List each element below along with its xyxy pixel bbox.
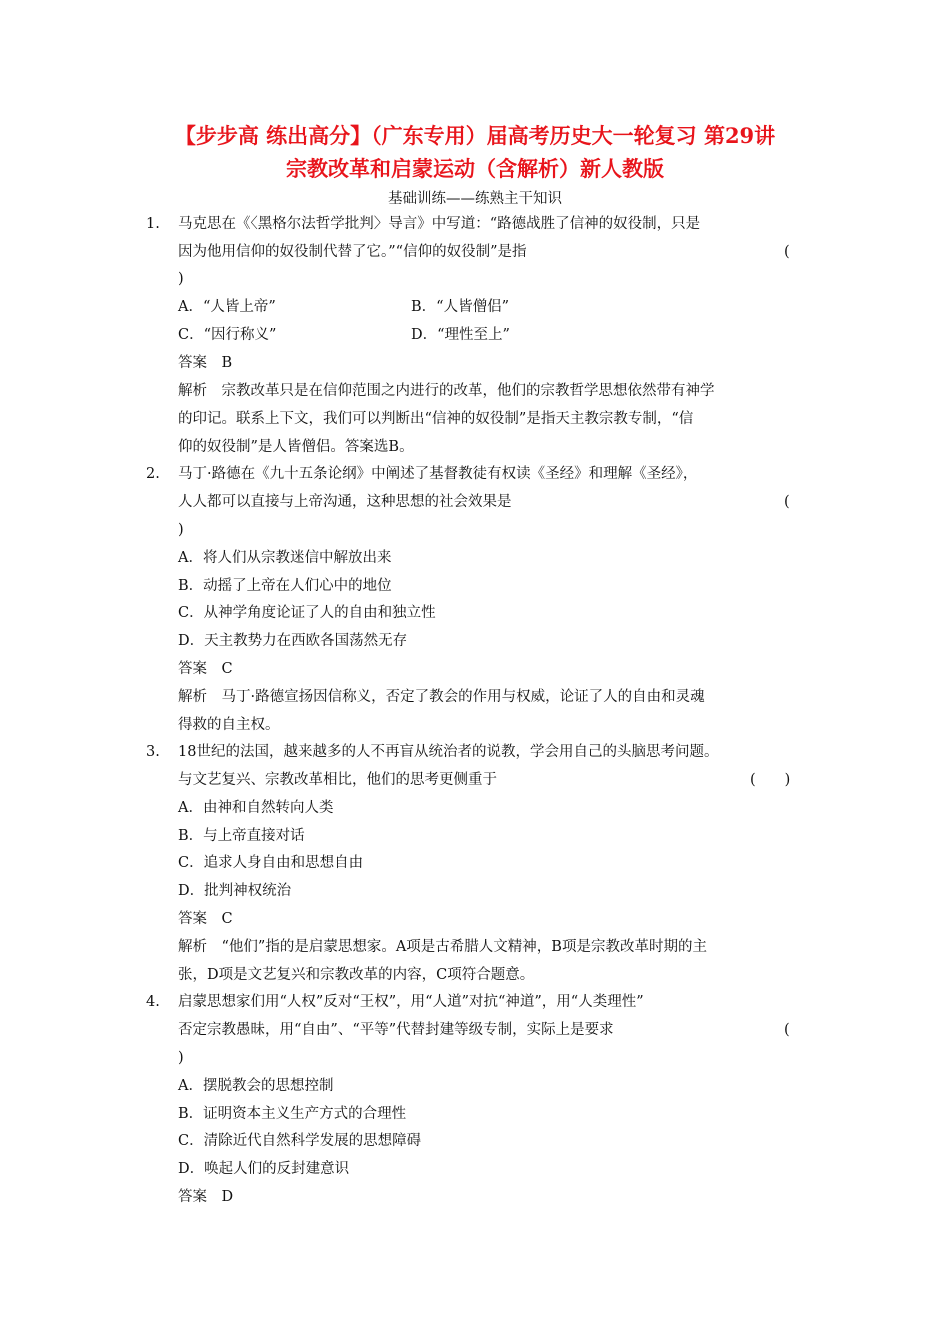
option-b: B．与上帝直接对话 [178,828,305,844]
document-title-line-1: 【步步高 练出高分】（广东专用）届高考历史大一轮复习 第29讲 [174,123,776,148]
question-text-line: 18世纪的法国，越来越多的人不再盲从统治者的说教，学会用自己的头脑思考问题。 [178,744,719,760]
option-a: A．“人皆上帝” [178,299,276,315]
explanation-line: 的印记。联系上下文，我们可以判断出“信神的奴役制”是指天主教宗教专制，“信 [178,411,694,427]
answer-bracket-open: ( [784,494,790,510]
question-number: 4. [146,994,160,1010]
option-d: D．唤起人们的反封建意识 [178,1161,350,1177]
question-text-line: 启蒙思想家们用“人权”反对“王权”，用“人道”对抗“神道”，用“人类理性” [178,994,644,1010]
answer-bracket-open: ( [784,1022,790,1038]
option-b: B．动摇了上帝在人们心中的地位 [178,578,392,594]
option-c: C．从神学角度论证了人的自由和独立性 [178,605,436,621]
question-number: 3. [146,744,160,760]
question-text-line: 因为他用信仰的奴役制代替了它。”“信仰的奴役制”是指 [178,244,527,260]
option-a: A．将人们从宗教迷信中解放出来 [178,550,392,566]
section-subtitle: 基础训练——练熟主干知识 [388,191,562,207]
question-text-line: 马克思在《〈黑格尔法哲学批判〉导言》中写道：“路德战胜了信神的奴役制，只是 [178,216,701,232]
answer: 答案 C [178,661,233,677]
option-c: C．清除近代自然科学发展的思想障碍 [178,1133,422,1149]
explanation-line: 解析 “他们”指的是启蒙思想家。A项是古希腊人文精神，B项是宗教改革时期的主 [178,939,707,955]
option-d: D．天主教势力在西欧各国荡然无存 [178,633,408,649]
option-a: A．摆脱教会的思想控制 [178,1078,334,1094]
question-text-line: 人人都可以直接与上帝沟通，这种思想的社会效果是 [178,494,512,510]
answer: 答案 C [178,911,233,927]
answer-bracket-close: ) [178,522,184,538]
option-d: D．“理性至上” [411,327,510,343]
question-text-line: 马丁·路德在《九十五条论纲》中阐述了基督教徒有权读《圣经》和理解《圣经》， [178,466,698,482]
option-b: B．证明资本主义生产方式的合理性 [178,1106,407,1122]
question-number: 2. [146,466,160,482]
answer-bracket-close: ) [178,271,184,287]
answer-bracket: ( ) [750,772,791,788]
explanation-line: 仰的奴役制”是人皆僧侣。答案选B。 [178,439,414,455]
answer: 答案 B [178,355,233,371]
answer-bracket-close: ) [178,1050,184,1066]
explanation-line: 解析 马丁·路德宣扬因信称义，否定了教会的作用与权威，论证了人的自由和灵魂 [178,689,705,705]
document-title-line-2: 宗教改革和启蒙运动（含解析）新人教版 [286,156,664,181]
question-text-line: 否定宗教愚昧，用“自由”、“平等”代替封建等级专制，实际上是要求 [178,1022,614,1038]
option-d: D．批判神权统治 [178,883,292,899]
answer: 答案 D [178,1189,234,1205]
option-c: C．追求人身自由和思想自由 [178,855,364,871]
answer-bracket-open: ( [784,244,790,260]
option-b: B．“人皆僧侣” [411,299,509,315]
explanation-line: 解析 宗教改革只是在信仰范围之内进行的改革，他们的宗教哲学思想依然带有神学 [178,383,715,399]
explanation-line: 得救的自主权。 [178,717,280,733]
question-number: 1. [146,216,160,232]
question-text-line: 与文艺复兴、宗教改革相比，他们的思考更侧重于 [178,772,497,788]
option-c: C．“因行称义” [178,327,277,343]
option-a: A．由神和自然转向人类 [178,800,334,816]
explanation-line: 张，D项是文艺复兴和宗教改革的内容，C项符合题意。 [178,967,535,983]
